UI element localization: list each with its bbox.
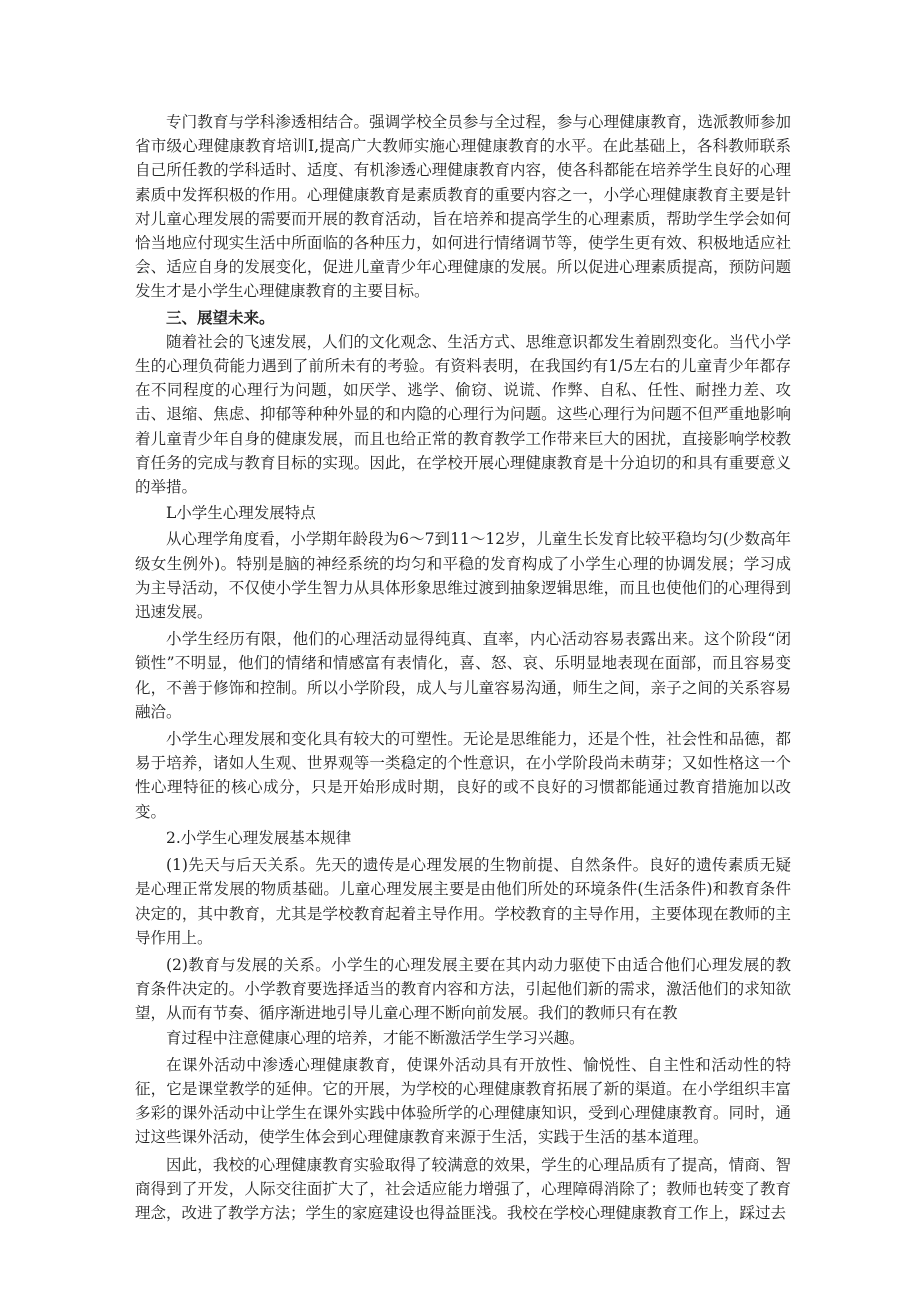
subheading-characteristics: L小学生心理发展特点 [166,504,316,523]
subheading-basic-rules: 2.小学生心理发展基本规律 [166,828,352,847]
paragraph-psychology-age: 从心理学角度看，小学期年龄段为6〜7到11〜12岁，儿童生长发育比较平稳均匀(少数高年级女生例外)。特别是脑的神经系统的均匀和平稳的发育构成了小学生心理的协调发展；学习成为主导活动，不仅使小学生智力从具体形象思维过渡到抽象逻辑思维，而且也使他们的心理得到迅速发展。 [135,530,791,622]
paragraph-nature-nurture: (1)先天与后天关系。先天的遗传是心理发展的生物前提、自然条件。良好的遗传素质无疑是心理正常发展的物质基础。儿童心理发展主要是由他们所处的环境条件(生活条件)和教育条件决定的，其中教育，尤其是学校教育起着主导作用。学校教育的主导作用，主要体现在教师的主导作用上。 [135,856,791,947]
section-heading-outlook: 三、展望未来。 [166,307,275,327]
document-page [135,110,791,1225]
paragraph-education-continuation: 育过程中注意健康心理的培养，才能不断激活学生学习兴趣。 [166,1028,585,1047]
paragraph-results: 因此，我校的心理健康教育实验取得了较满意的效果，学生的心理品质有了提高，情商、智商得到了开发，人际交往面扩大了，社会适应能力增强了，心理障碍消除了；教师也转变了教育理念，改进了教学方法；学生的家庭建设也得益匪浅。我校在学校心理健康教育工作上，踩过去 [135,1155,791,1222]
paragraph-education-development: (2)教育与发展的关系。小学生的心理发展主要在其内动力驱使下由适合他们心理发展的教育条件决定的。小学教育要选择适当的教育内容和方法，引起他们新的需求，激活他们的求知欲望，从而有节奏、循序渐进地引导儿童心理不断向前发展。我们的教师只有在教 [135,955,791,1023]
paragraph-extracurricular: 在课外活动中渗透心理健康教育，使课外活动具有开放性、愉悦性、自主性和活动性的特征，它是课堂教学的延伸。它的开展，为学校的心理健康教育拓展了新的渠道。在小学组织丰富多彩的课外活动中让学生在课外实践中体验所学的心理健康知识，受到心理健康教育。同时，通过这些课外活动，使学生体会到心理健康教育来源于生活，实践于生活的基本道理。 [135,1055,791,1147]
paragraph-social-development: 随着社会的飞速发展，人们的文化观念、生活方式、思维意识都发生着剧烈变化。当代小学生的心理负荷能力遇到了前所未有的考验。有资料表明，在我国约有1/5左右的儿童青少年都存在不同程度的心理行为问题，如厌学、逃学、偷窃、说谎、作弊、自私、任性、耐挫力差、攻击、退缩、焦虑、抑郁等种种外显的和内隐的心理行为问题。这些心理行为问题不但严重地影响着儿童青少年自身的健康发展，而且也给正常的教育教学工作带来巨大的困扰，直接影响学校教育任务的完成与教育目标的实现。因此，在学校开展心理健康教育是十分迫切的和具有重要意义的举措。 [135,332,791,497]
paragraph-limited-experience: 小学生经历有限，他们的心理活动显得纯真、直率，内心活动容易表露出来。这个阶段“闭锁性”不明显，他们的情绪和情感富有表情化，喜、怒、哀、乐明显地表现在面部，而且容易变化，不善于修饰和控制。所以小学阶段，成人与儿童容易沟通，师生之间，亲子之间的关系容易融洽。 [135,630,791,721]
paragraph-integration: 专门教育与学科渗透相结合。强调学校全员参与全过程，参与心理健康教育，选派教师参加省市级心理健康教育培训I,提高广大教师实施心理健康教育的水平。在此基础上，各科教师联系自己所任教的学科适时、适度、有机渗透心理健康教育内容，使各科都能在培养学生良好的心理素质中发挥积极的作用。心理健康教育是素质教育的重要内容之一，小学心理健康教育主要是针对儿童心理发展的需要而开展的教育活动，旨在培养和提高学生的心理素质，帮助学生学会如何恰当地应付现实生活中所面临的各种压力，如何进行情绪调节等，使学生更有效、积极地适应社会、适应自身的发展变化，促进儿童青少年心理健康的发展。所以促进心理素质提高，预防问题发生才是小学生心理健康教育的主要目标。 [135,113,791,301]
paragraph-plasticity: 小学生心理发展和变化具有较大的可塑性。无论是思维能力，还是个性，社会性和品德，都易于培养，诸如人生观、世界观等一类稳定的个性意识，在小学阶段尚未萌芽；又如性格这一个性心理特征的核心成分，只是开始形成时期，良好的或不良好的习惯都能通过教育措施加以改变。 [135,730,791,821]
